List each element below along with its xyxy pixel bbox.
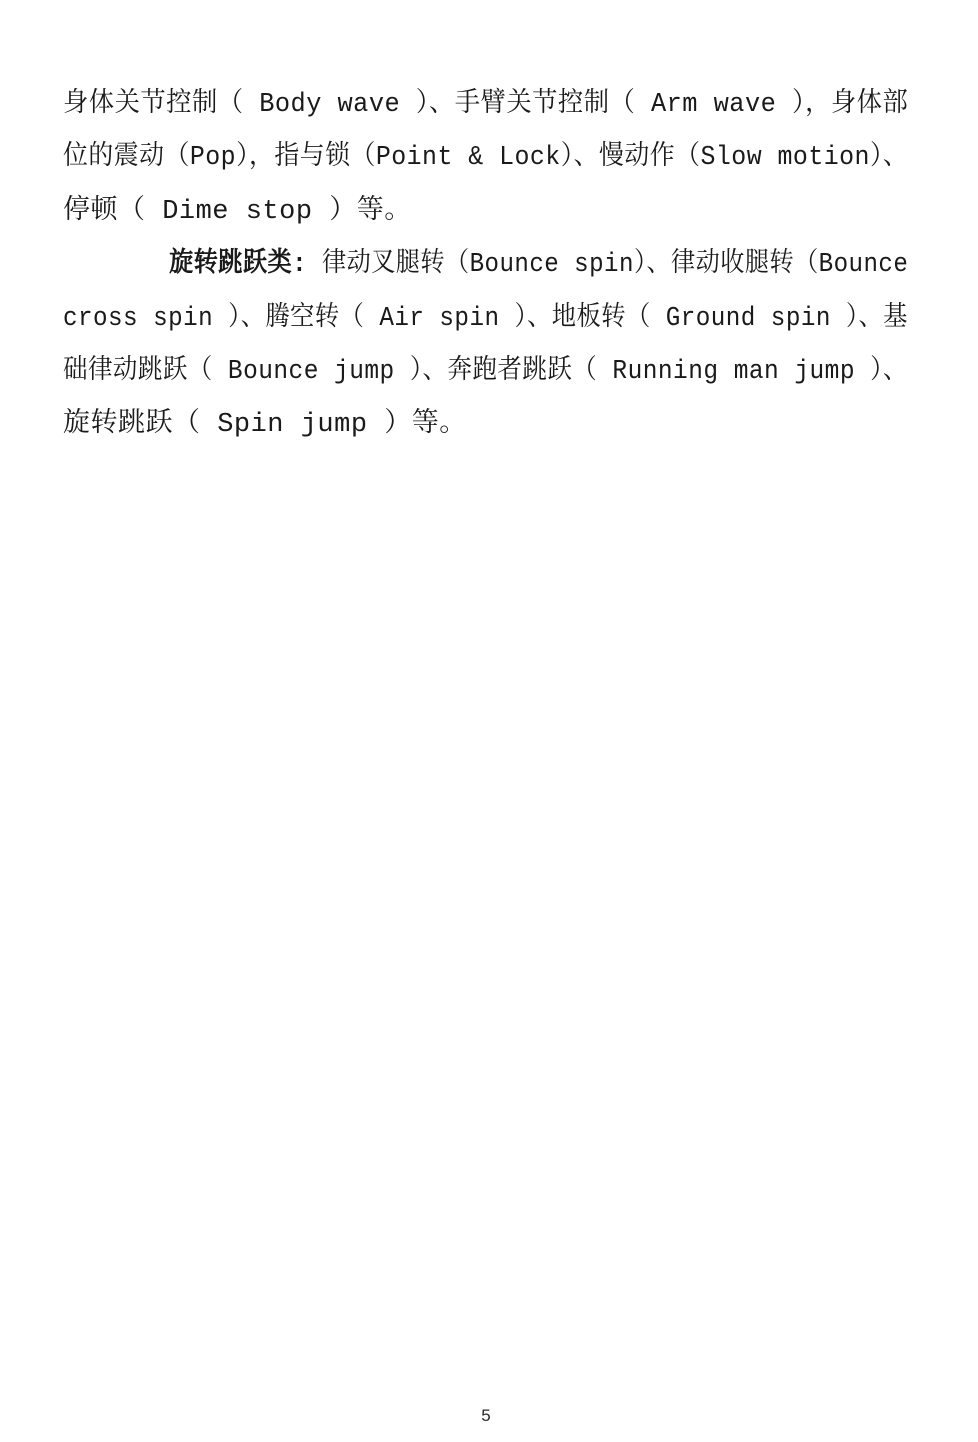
paragraph2-line-1 xyxy=(63,239,908,292)
paragraph2-line-4 xyxy=(63,399,908,452)
line-text: 础律动跳跃（ Bounce jump ）、奔跑者跳跃（ Running man jump ）、 xyxy=(63,357,908,388)
paragraph1-line-1 xyxy=(63,79,908,132)
paragraph2-line-2 xyxy=(63,293,908,346)
paragraph2-line-3 xyxy=(63,346,908,399)
line-text: cross spin ）、腾空转（ Air spin ）、地板转（ Ground spin ）、基 xyxy=(63,303,908,334)
paragraph1-line-3 xyxy=(63,186,908,239)
paragraph1-line-2 xyxy=(63,132,908,185)
line-text: 旋转跳跃（ Spin jump ）等。 xyxy=(63,410,467,441)
line-text: 身体关节控制（ Body wave ）、手臂关节控制（ Arm wave ），身体部 xyxy=(63,90,909,120)
line-text: 停顿（ Dime stop ）等。 xyxy=(63,196,412,227)
page-number: 5 xyxy=(481,1406,491,1425)
section-heading-rest: 律动叉腿转（Bounce spin）、律动收腿转（Bounce xyxy=(307,250,909,281)
line-text: 位的震动（Pop），指与锁（Point & Lock）、慢动作（Slow motion）、 xyxy=(63,143,909,174)
text-block xyxy=(63,79,908,453)
line-text xyxy=(119,239,908,292)
section-heading: 旋转跳跃类: xyxy=(169,250,308,281)
